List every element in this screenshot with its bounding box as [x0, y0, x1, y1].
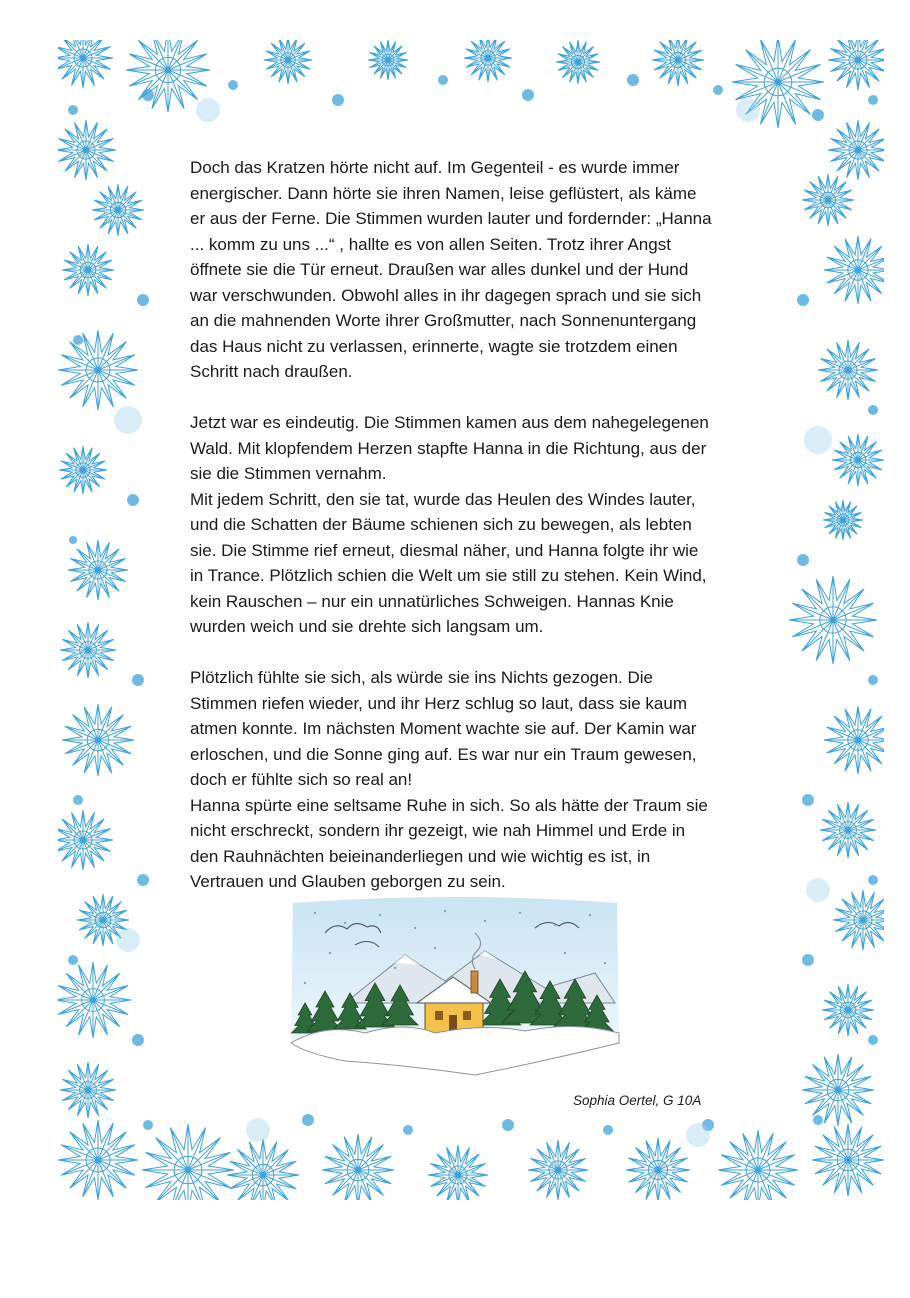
snowflake-icon	[322, 1134, 394, 1200]
snowflake-icon	[828, 120, 884, 180]
snowflake-icon	[58, 120, 116, 180]
paragraph-gap	[190, 385, 785, 411]
snowflake-dot	[304, 982, 306, 984]
snowflake-icon	[789, 576, 877, 664]
snow-dot	[868, 405, 878, 415]
snowflake-icon	[60, 622, 116, 678]
snowflake-dot	[329, 952, 331, 954]
snowflake-icon	[832, 434, 884, 486]
snowflake-dot	[379, 914, 381, 916]
snowflake-icon	[818, 340, 878, 400]
snow-dot	[132, 1034, 144, 1046]
story-text	[190, 155, 785, 895]
snow-dot	[403, 1125, 413, 1135]
snowflake-icon	[58, 40, 113, 88]
snow-dot	[804, 426, 832, 454]
snowflake-icon	[62, 244, 114, 296]
snow-dot	[332, 94, 344, 106]
snow-dot	[246, 1118, 270, 1142]
snowflake-icon	[464, 40, 512, 82]
snow-dot	[73, 795, 83, 805]
snow-dot	[813, 1115, 823, 1125]
snowflake-dot	[414, 927, 416, 929]
snow-dot	[868, 675, 878, 685]
snowflake-icon	[59, 446, 107, 494]
snowflake-icon	[802, 1054, 874, 1126]
snow-dot	[137, 294, 149, 306]
snowflake-icon	[626, 1138, 690, 1200]
snowflake-dot	[554, 924, 556, 926]
snowflake-icon	[227, 1139, 299, 1200]
snow-dot	[806, 878, 830, 902]
snowflake-icon	[92, 184, 144, 236]
snow-dot	[68, 955, 78, 965]
snowflake-dot	[519, 912, 521, 914]
paragraph-gap	[190, 640, 785, 666]
snowflake-dot	[394, 967, 396, 969]
snow-dot	[68, 105, 78, 115]
snow-dot	[228, 80, 238, 90]
snow-ground	[291, 1026, 619, 1075]
snow-dot	[797, 294, 809, 306]
snow-dot	[713, 85, 723, 95]
snowflake-dot	[564, 952, 566, 954]
snow-dot	[868, 95, 878, 105]
snowflake-icon	[58, 810, 113, 870]
snowflake-icon	[58, 1120, 138, 1200]
snow-dot	[132, 674, 144, 686]
snowflake-icon	[368, 40, 408, 80]
snowflake-icon	[824, 706, 884, 774]
snow-dot	[868, 875, 878, 885]
snow-dot	[797, 554, 809, 566]
snow-dot	[143, 1120, 153, 1130]
snow-dot	[302, 1114, 314, 1126]
snow-dot	[522, 89, 534, 101]
snow-dot	[603, 1125, 613, 1135]
snowflake-icon	[264, 40, 312, 84]
snow-dot	[137, 874, 149, 886]
snowflake-icon	[828, 40, 884, 90]
snowflake-dot	[604, 962, 606, 964]
snow-dot	[196, 98, 220, 122]
snowflake-dot	[314, 912, 316, 914]
snowflake-icon	[822, 984, 874, 1036]
snowflake-icon	[60, 1062, 116, 1118]
snow-dot	[802, 954, 814, 966]
snowflake-icon	[62, 704, 134, 776]
snow-dot	[868, 1035, 878, 1045]
paragraph-2: Jetzt war es eindeutig. Die Stimmen kamen aus dem nahegelegenen Wald. Mit klopfendem Herzen stapfte Hanna in die Richtung, aus der sie die Stimmen vernahm. Mit jedem Schritt, den sie tat, wurde das Heulen des Windes lauter, und die Schatten der Bäume schienen sich zu bewegen, als lebten sie. Die Stimme rief erneut, diesmal näher, und Hanna folgte ihr wie in Trance. Plötzlich schien die Welt um sie still zu stehen. Kein Wind, kein Rauschen – nur ein unnatürliches Schweigen. Hannas Knie wurden weich und sie drehte sich langsam um.	[190, 413, 709, 636]
snowflake-icon	[126, 40, 210, 112]
snow-dot	[502, 1119, 514, 1131]
snow-dot	[114, 406, 142, 434]
snowflake-icon	[718, 1130, 798, 1200]
winter-cottage-scene-icon	[285, 893, 625, 1083]
snowflake-dot	[344, 922, 346, 924]
snowflake-icon	[142, 1124, 234, 1200]
snowflake-icon	[58, 962, 131, 1038]
snow-dot	[802, 794, 814, 806]
snow-dot	[142, 89, 154, 101]
snowflake-icon	[802, 174, 854, 226]
snowflake-icon	[58, 330, 138, 410]
snow-dot	[812, 109, 824, 121]
snowflake-dot	[444, 910, 446, 912]
snowflake-icon	[833, 890, 884, 950]
snowflake-icon	[556, 40, 600, 84]
snowflake-dot	[484, 920, 486, 922]
snowflake-icon	[428, 1145, 488, 1200]
snow-dot	[73, 335, 83, 345]
snowflake-icon	[812, 1124, 884, 1196]
snowflake-icon	[824, 236, 884, 304]
author-credit: Sophia Oertel, G 10A	[573, 1093, 702, 1108]
snow-dot	[438, 75, 448, 85]
paragraph-1: Doch das Kratzen hörte nicht auf. Im Gegenteil - es wurde immer energischer. Dann hörte sie ihren Namen, leise geflüstert, als käme er aus der Ferne. Die Stimmen wurden lauter und fordernder: „Hanna ... komm zu uns ...“ , hallte es von allen Seiten. Trotz ihrer Angst öffnete sie die Tür erneut. Draußen war alles dunkel und der Hund war verschwunden. Obwohl alles in ihr dagegen sprach und sie sich an die mahnenden Worte ihrer Großmutter, nach Sonnenuntergang das Haus nicht zu verlassen, erinnerte, wagte sie trotzdem einen Schritt nach draußen.	[190, 158, 712, 381]
snow-dot	[686, 1123, 710, 1147]
snowflake-icon	[528, 1140, 588, 1200]
snow-dot	[127, 494, 139, 506]
snowflake-icon	[68, 540, 128, 600]
snowflake-icon	[820, 802, 876, 858]
snow-dot	[736, 98, 760, 122]
paragraph-3: Plötzlich fühlte sie sich, als würde sie ins Nichts gezogen. Die Stimmen riefen wieder, und ihr Herz schlug so laut, dass sie kaum atmen konnte. Im nächsten Moment wachte sie auf. Der Kamin war erloschen, und die Sonne ging auf. Es war nur ein Traum gewesen, doch er fühlte sich so real an! Hanna spürte eine seltsame Ruhe in sich. So als hätte der Traum sie nicht erschreckt, sondern ihr gezeigt, wie nah Himmel und Erde in den Rauhnächten beieinanderliegen und wie wichtig es ist, in Vertrauen und Glauben geborgen zu sein.	[190, 668, 708, 891]
snow-dot	[116, 928, 140, 952]
snow-dot	[69, 536, 77, 544]
snowflake-dot	[434, 947, 436, 949]
snow-dot	[627, 74, 639, 86]
snowflake-icon	[652, 40, 704, 86]
snowflake-icon	[823, 500, 863, 540]
snowflake-dot	[589, 914, 591, 916]
